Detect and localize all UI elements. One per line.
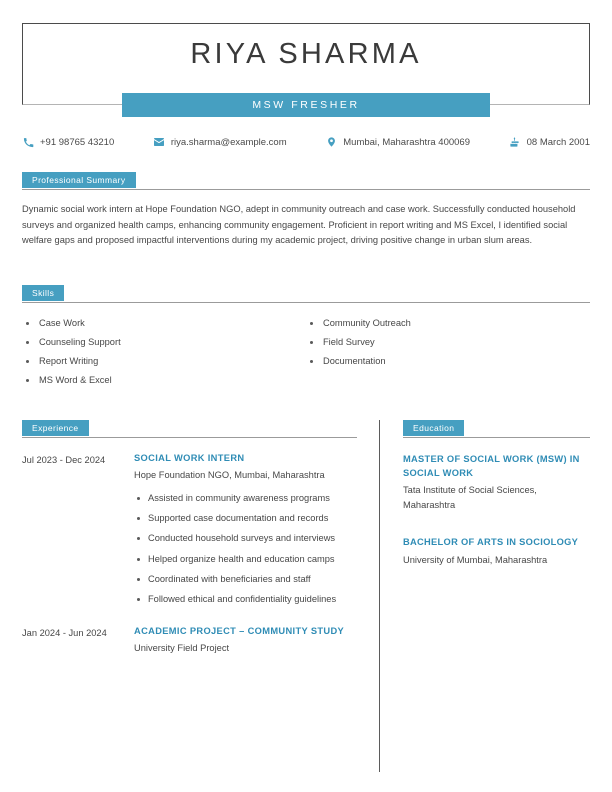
contact-email[interactable] <box>153 136 287 148</box>
contact-location-text: Mumbai, Maharashtra 400069 <box>343 136 470 148</box>
experience-body <box>134 452 357 612</box>
experience-date: Jan 2024 - Jun 2024 <box>22 628 107 639</box>
contact-phone-text: +91 98765 43210 <box>40 136 115 148</box>
birthday-cake-icon <box>509 136 521 148</box>
section-tag-skills: Skills <box>22 285 64 301</box>
list-item: Counseling Support <box>22 333 306 352</box>
contact-email-text: riya.sharma@example.com <box>170 136 287 148</box>
contact-phone[interactable] <box>22 136 114 148</box>
section-divider <box>403 437 590 438</box>
column-divider <box>379 420 380 772</box>
section-divider <box>22 189 590 190</box>
list-item: Assisted in community awareness programs <box>134 491 357 506</box>
list-item: Field Survey <box>306 333 590 352</box>
education-school: Tata Institute of Social Sciences, Maharashtra <box>403 485 537 510</box>
email-icon <box>153 136 165 148</box>
list-item: Documentation <box>306 352 590 371</box>
skills-column-left <box>22 314 306 390</box>
section-tag-education: Education <box>403 420 464 436</box>
phone-icon <box>22 136 34 148</box>
experience-organization: University Field Project <box>134 642 230 653</box>
education-degree: BACHELOR OF ARTS IN SOCIOLOGY <box>403 537 579 547</box>
education-entry <box>403 453 590 513</box>
experience-bullets <box>134 491 357 607</box>
experience-role: SOCIAL WORK INTERN <box>134 453 245 463</box>
experience-section <box>22 420 357 655</box>
section-divider <box>22 437 357 438</box>
contact-location[interactable] <box>325 136 470 148</box>
experience-date: Jul 2023 - Dec 2024 <box>22 455 106 465</box>
contact-birthdate-text: 08 March 2001 <box>526 136 590 148</box>
skills-columns <box>22 314 590 390</box>
skills-column-right <box>306 314 590 390</box>
education-entry <box>403 536 590 568</box>
contact-birthdate[interactable] <box>509 136 590 148</box>
page-title: RIYA SHARMA <box>190 38 422 70</box>
contact-row <box>22 136 590 148</box>
professional-summary-section <box>22 172 590 258</box>
experience-organization: Hope Foundation NGO, Mumbai, Maharashtra <box>134 469 325 480</box>
education-header <box>403 420 590 436</box>
education-section <box>403 420 590 568</box>
list-item: MS Word & Excel <box>22 371 306 390</box>
list-item: Report Writing <box>22 352 306 371</box>
list-item: Conducted household surveys and interviews <box>134 531 357 546</box>
location-pin-icon <box>325 136 337 148</box>
education-degree: MASTER OF SOCIAL WORK (MSW) IN SOCIAL WORK <box>403 454 580 478</box>
list-item: Coordinated with beneficiaries and staff <box>134 572 357 587</box>
experience-header <box>22 420 357 436</box>
list-item: Followed ethical and confidentiality guidelines <box>134 592 357 607</box>
experience-body <box>134 625 357 655</box>
skills-header <box>22 285 590 301</box>
education-school: University of Mumbai, Maharashtra <box>403 554 548 565</box>
list-item: Supported case documentation and records <box>134 511 357 526</box>
section-divider <box>22 302 590 303</box>
list-item: Helped organize health and education camps <box>134 552 357 567</box>
experience-entry <box>22 452 357 612</box>
list-item: Community Outreach <box>306 314 590 333</box>
professional-summary-text: Dynamic social work intern at Hope Foundation NGO, adept in community outreach and case work. Successfully conducted household surveys and organized health camps, enhancing community engagement. Proficient in report writing and MS Excel, I identified social welfare gaps and proposed impactful interventions during my academic project, driving positive change in urban slum areas. <box>22 204 576 245</box>
experience-entry <box>22 625 357 655</box>
section-tag-experience: Experience <box>22 420 89 436</box>
skills-section <box>22 285 590 390</box>
section-tag-professional-summary: Professional Summary <box>22 172 136 188</box>
job-title-banner: MSW FRESHER <box>122 93 490 117</box>
professional-summary-header <box>22 172 590 188</box>
experience-role: ACADEMIC PROJECT – COMMUNITY STUDY <box>134 626 345 637</box>
list-item: Case Work <box>22 314 306 333</box>
